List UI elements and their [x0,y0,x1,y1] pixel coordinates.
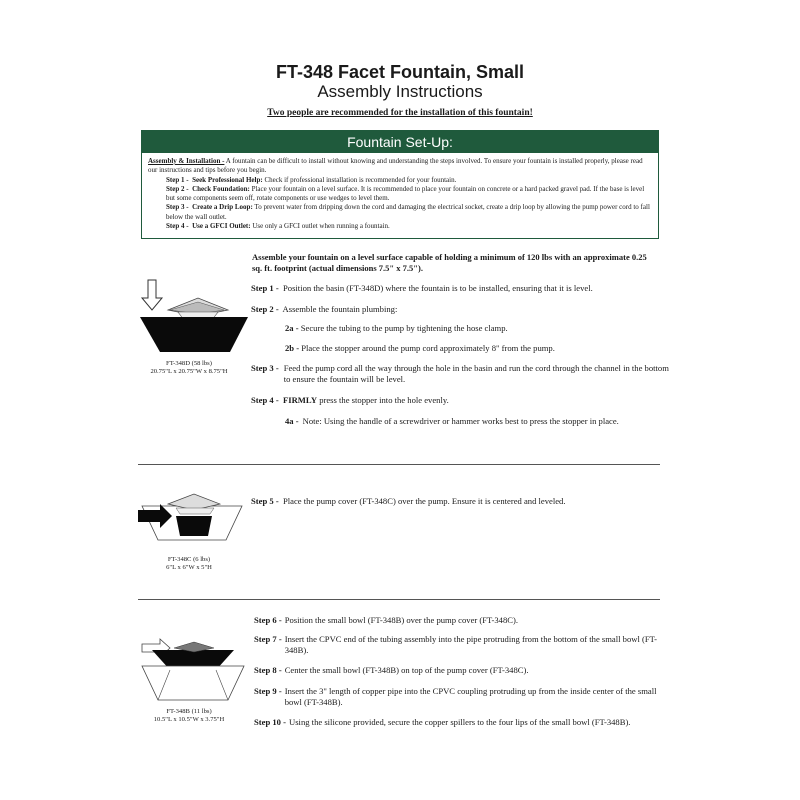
caption-dimensions: 6"L x 6"W x 5"H [166,564,212,571]
step-label: Step 8 - [254,665,282,675]
step-text: Position the basin (FT-348D) where the fountain is to be installed, ensuring that it is level. [283,283,593,293]
caption-dimensions: 20.75"L x 20.75"W x 8.75"H [150,368,228,375]
section-divider [138,464,660,465]
caption-weight: FT-348B (11 lbs) [166,708,212,715]
page-subtitle: Assembly Instructions [317,82,483,101]
step-text: Secure the tubing to the pump by tightening the hose clamp. [300,323,508,333]
setup-heading: Fountain Set-Up: [142,131,658,153]
step-label: 4a - [285,416,299,426]
section-divider [138,599,660,600]
step-emphasis: FIRMLY [283,395,318,405]
step-label: Step 1 - [251,283,279,293]
setup-step-text: Use only a GFCI outlet when running a fountain. [250,222,390,231]
step-text: press the stopper into the hole evenly. [317,395,449,405]
step-label: Step 3 - [251,363,279,373]
caption-weight: FT-348D (58 lbs) [166,360,212,367]
step-2 [251,304,671,315]
setup-step-number: Step 1 - [166,175,189,184]
step-text: Place the pump cover (FT-348C) over the pump. Ensure it is centered and leveled. [283,496,566,506]
basin-caption [130,360,248,376]
pump-cover-caption [130,556,248,572]
small-bowl-outline [168,298,228,320]
pump-cover-illustration [138,490,248,550]
basin-shape [140,317,248,352]
setup-step-number: Step 4 - [166,222,189,231]
step-label: Step 9 - [254,686,282,696]
step-text: Center the small bowl (FT-348B) on top of the pump cover (FT-348C). [284,665,529,675]
step-label: Step 4 - [251,395,279,405]
small-bowl-caption [130,708,248,724]
pump-cover-shape [176,516,212,536]
step-text: Insert the CPVC end of the tubing assembly into the pipe protruding from the bottom of the small bowl (FT-348B). [284,634,657,655]
step-8 [254,665,659,676]
setup-step [148,222,652,231]
setup-step-title: Seek Professional Help: [192,175,263,184]
setup-intro-text: A fountain can be difficult to install without knowing and understanding the steps involved. To ensure your fountain is installed properly, please read our instructions and tips before you begin. [148,157,643,175]
step-text: Note: Using the handle of a screwdriver or hammer works best to press the stopper in place. [302,416,619,426]
setup-step-title: Create a Drip Loop: [192,203,253,212]
step-text: Insert the 3" length of copper pipe into the CPVC coupling protruding up from the inside center of the small bowl (FT-348B). [284,686,657,707]
step-2b [285,343,665,354]
setup-step-number: Step 3 - [166,203,189,212]
setup-body [148,157,652,231]
setup-intro [148,157,652,176]
step-7 [254,634,659,655]
step-text: Position the small bowl (FT-348B) over the pump cover (FT-348C). [284,615,518,625]
step-3 [251,363,671,384]
step-1 [251,283,671,294]
basin-outline [142,666,244,700]
basin-illustration [138,280,248,355]
setup-step-text: To prevent water from dripping down the cord and damaging the electrical socket, create a drip loop by allowing the pump power cord to fall below the wall outlet. [166,203,650,221]
down-arrow-icon [142,280,162,310]
step-text: Feed the pump cord all the way through the hole in the basin and run the cord through the channel in the bottom to ensure the fountain will be level. [283,363,669,384]
setup-step [148,176,652,185]
page-title: FT-348 Facet Fountain, Small [275,62,525,82]
installation-notice: Two people are recommended for the installation of this fountain! [267,108,533,118]
step-4 [251,395,671,406]
assembly-intro: Assemble your fountain on a level surface capable of holding a minimum of 120 lbs with an approximate 0.25 sq. ft. footprint (actual dimensions 7.5" x 7.5"). [252,252,647,273]
setup-intro-label: Assembly & Installation - [148,157,225,165]
step-2a [285,323,665,334]
small-bowl-illustration [138,636,248,711]
step-label: Step 6 - [254,615,282,625]
step-5 [251,496,671,507]
step-10 [254,717,659,728]
setup-step [148,185,652,204]
step-label: 2a - [285,323,299,333]
caption-weight: FT-348C (6 lbs) [167,556,211,563]
setup-step-title: Check Foundation: [192,184,250,193]
setup-step-text: Place your fountain on a level surface. It is recommended to place your fountain on concrete or a hard packed gravel pad. If the base is level but some components seem off, rotate components or use wedges to level them. [166,184,645,203]
step-4a [285,416,665,427]
step-label: Step 2 - [251,304,279,314]
caption-dimensions: 10.5"L x 10.5"W x 3.75"H [153,716,225,723]
setup-step [148,203,652,222]
step-text: Using the silicone provided, secure the copper spillers to the four lips of the small bowl (FT-348B). [289,717,631,727]
step-text: Place the stopper around the pump cord approximately 8" from the pump. [301,343,555,353]
step-label: Step 10 - [254,717,286,727]
step-label: Step 7 - [254,634,282,644]
setup-step-title: Use a GFCI Outlet: [192,222,251,231]
step-6 [254,615,659,626]
step-text: Assemble the fountain plumbing: [282,304,398,314]
setup-step-text: Check if professional installation is recommended for your fountain. [262,175,457,184]
step-9 [254,686,659,707]
step-label: Step 5 - [251,496,279,506]
fountain-setup-box [141,130,659,239]
step-label: 2b - [285,343,300,353]
setup-step-number: Step 2 - [166,184,189,193]
